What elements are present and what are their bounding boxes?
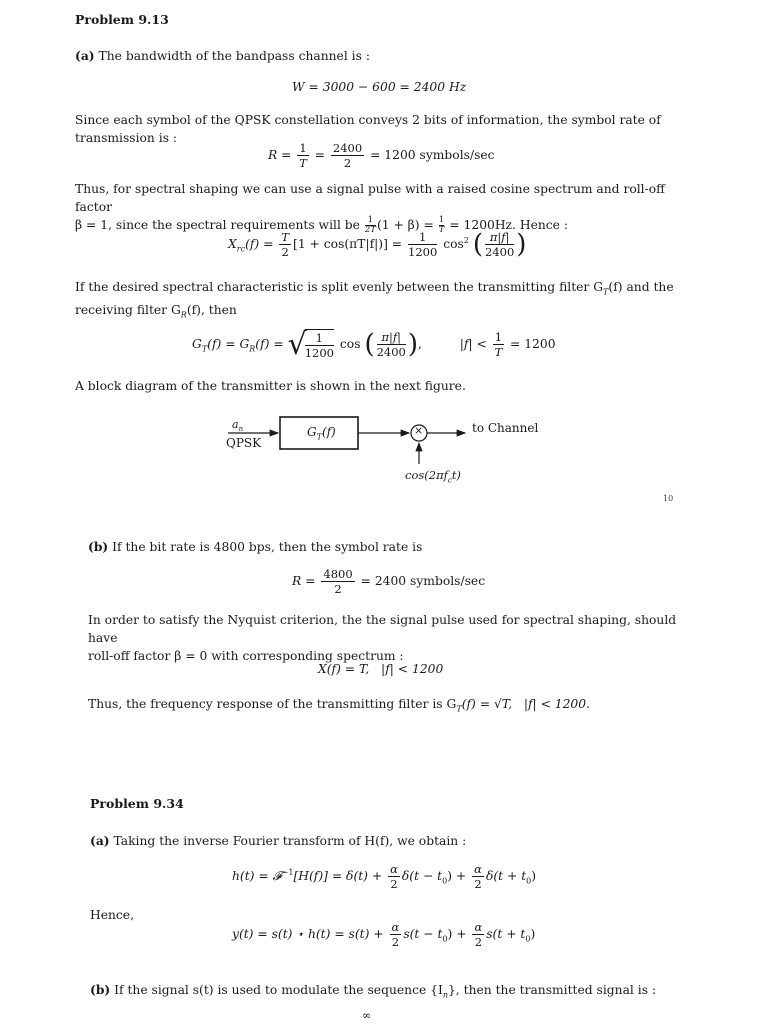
paragraph-line: roll-off factor β = 0 with corresponding spectrum : <box>88 649 404 663</box>
fraction-numerator: α <box>474 862 482 876</box>
fraction <box>321 567 354 596</box>
equation-raised-cosine: $X_{rc}(f)$ = $\frac{T}{2}$ [1 + cos(πT|f|)] = $\frac{1}{1200}$ $\cos^2$ ( $\frac{\pi|f|}{2400}$ ) <box>228 229 527 260</box>
text-subscript: T <box>603 287 609 297</box>
fraction-numerator: T <box>281 230 290 244</box>
equation-symbol-rate <box>268 141 495 170</box>
fraction <box>472 862 484 891</box>
text-segment: receiving filter G <box>75 303 181 318</box>
eq-text: δ(t − t <box>401 869 443 883</box>
eq-subscript: 0 <box>525 934 531 944</box>
eq-subscript: R <box>249 344 256 354</box>
part-label: (a) <box>75 48 95 63</box>
sqrt-sign-icon: √ <box>287 327 307 362</box>
eq-subscript: 0 <box>442 934 448 944</box>
fraction-denominator: T <box>299 156 307 170</box>
paragraph-line: Thus, for spectral shaping we can use a signal pulse with a raised cosine spectrum and roll-off factor <box>75 182 665 214</box>
fraction <box>485 230 514 259</box>
equation-impulse-response <box>232 862 536 891</box>
fraction <box>390 920 402 949</box>
text-subscript: T <box>456 704 462 714</box>
fraction <box>408 230 437 259</box>
input-label: QPSK <box>226 436 262 450</box>
fraction-numerator: 2400 <box>332 141 363 155</box>
text-segment: (1 + β) = <box>376 218 434 232</box>
hence-label: Hence, <box>90 908 134 922</box>
eq-subscript: T <box>201 344 208 354</box>
fraction-denominator: 2400 <box>376 345 406 359</box>
inline-fraction: $\frac{1}{T}$ <box>438 215 445 235</box>
eq-text: cos <box>339 337 361 351</box>
diagram-svg <box>220 408 560 488</box>
fraction-denominator: 1200 <box>408 245 438 259</box>
fraction-denominator: 2 <box>474 935 483 949</box>
eq-superscript: 2 <box>463 235 469 245</box>
paragraph-text: The bandwidth of the bandpass channel is : <box>98 49 370 63</box>
input-symbol: $a_n$ <box>232 418 244 434</box>
paragraph-text: Taking the inverse Fourier transform of H(f), we obtain : <box>113 834 467 848</box>
part-label: (a) <box>90 833 110 848</box>
fraction <box>388 862 400 891</box>
fraction <box>305 329 334 360</box>
equation-text: X(f) = T, |f| < 1200 <box>318 662 444 676</box>
paragraph-line <box>75 301 695 324</box>
eq-text: [1 + cos(πT|f|)] = <box>293 237 403 251</box>
eq-superscript: −1 <box>281 867 294 877</box>
filter-label: $G_T(f)$ <box>307 425 336 442</box>
fraction <box>297 141 308 170</box>
paragraph-symbol-rate: Since each symbol of the QPSK constellation conveys 2 bits of information, the symbol rate of transmission is : <box>75 113 661 145</box>
fraction-numerator: α <box>391 920 400 934</box>
paragraph-line <box>75 278 695 301</box>
eq-text: ) <box>530 927 536 941</box>
text-segment: (f), then <box>186 303 237 318</box>
paragraph-text: If the bit rate is 4800 bps, then the symbol rate is <box>112 540 423 554</box>
fraction-numerator: α <box>390 862 398 876</box>
part-label: (b) <box>88 539 109 554</box>
eq-text: ) + <box>447 927 467 941</box>
text-segment: }, then the transmitted signal is : <box>447 983 657 997</box>
text-subscript: n <box>442 990 448 1000</box>
output-label: to Channel <box>472 421 539 435</box>
equation-text: W = 3000 − 600 = 2400 Hz <box>292 80 467 94</box>
fraction <box>377 330 406 359</box>
part-label: (b) <box>90 982 111 997</box>
problem-title: Problem 9.13 <box>75 12 169 27</box>
text-segment: (f) and the <box>608 280 674 294</box>
eq-text: ) <box>531 869 537 883</box>
fraction-numerator: 4800 <box>323 567 353 581</box>
eq-text: = 1200 <box>510 337 556 351</box>
text-segment: If the signal s(t) is used to modulate the sequence {I <box>114 983 443 997</box>
fraction-denominator: 2 <box>343 156 352 170</box>
equation-output-signal <box>232 920 535 949</box>
fraction-numerator: 1 <box>408 230 437 245</box>
fraction <box>493 330 504 359</box>
eq-text: (f) = <box>245 237 274 251</box>
eq-text: (f) = <box>255 337 284 351</box>
fraction-denominator: 2 <box>391 935 400 949</box>
problem-title: Problem 9.34 <box>90 796 184 811</box>
mixer-icon: × <box>414 424 424 437</box>
eq-text: cos <box>443 237 464 251</box>
paragraph-nyquist <box>88 611 693 665</box>
fraction-denominator: 2 <box>390 877 398 891</box>
text-segment: If the desired spectral characteristic is split evenly between the transmitting filter G <box>75 280 604 294</box>
eq-text: ) + <box>447 869 467 883</box>
equation-filter-split: $G_T(f) = G_R(f)$ = √ $\frac{1}{1200}$ cos ( $\frac{\pi|f|}{2400}$ ), |f| < $\frac{1}{T}$ = 1200 <box>192 327 556 362</box>
paragraph-line: In order to satisfy the Nyquist criterion, the the signal pulse used for spectral shaping, should have <box>88 613 677 645</box>
text-subscript: R <box>180 310 187 320</box>
fraction <box>331 141 364 170</box>
eq-rhs: = 2400 symbols/sec <box>360 574 486 588</box>
inline-fraction: $\frac{1}{2T}$ <box>364 215 376 235</box>
page-number: 10 <box>663 494 674 503</box>
eq-subscript: rc <box>236 244 246 254</box>
part-a-intro <box>75 47 695 65</box>
fraction <box>472 920 484 949</box>
part-b-intro <box>90 981 690 1004</box>
equation-spectrum <box>318 662 443 676</box>
eq-text: s(t + t <box>486 927 526 941</box>
eq-text: δ(t + t <box>485 869 527 883</box>
fraction-numerator: π|f| <box>485 230 514 245</box>
fraction-denominator: 2 <box>281 245 289 259</box>
text-segment: β = 1, since the spectral requirements will be <box>75 218 360 232</box>
paragraph-transmitting-filter <box>88 695 693 718</box>
eq-text: G <box>192 337 202 351</box>
fraction-denominator: 2400 <box>485 245 515 259</box>
fraction-denominator: 2 <box>334 582 342 596</box>
fraction-numerator: α <box>474 920 483 934</box>
fraction-numerator: 1 <box>305 331 334 346</box>
equation-symbol-rate-b <box>292 567 485 596</box>
eq-text: |f| < <box>459 337 487 351</box>
paragraph-spectral-shaping <box>75 180 695 235</box>
part-a-intro <box>90 832 690 850</box>
fraction-denominator: 1200 <box>304 346 334 360</box>
eq-lhs: R = <box>268 148 292 162</box>
eq-subscript: 0 <box>442 876 448 886</box>
eq-text: y(t) = s(t) ⋆ h(t) = s(t) + <box>232 927 384 941</box>
transmitter-block-diagram <box>220 408 560 488</box>
fraction-numerator: 1 <box>494 330 503 344</box>
eq-lhs: R = <box>292 574 316 588</box>
equation-partial: ∞ <box>362 1009 372 1022</box>
fraction-denominator: T <box>494 345 503 359</box>
paragraph-split-filters <box>75 278 695 325</box>
eq-rhs: = 1200 symbols/sec <box>370 148 495 162</box>
fraction <box>279 230 291 259</box>
fraction-numerator: π|f| <box>377 330 406 345</box>
fraction-numerator: 1 <box>299 141 307 155</box>
eq-text: s(t − t <box>403 927 443 941</box>
text-segment: (f) = √T, |f| < 1200. <box>461 697 590 711</box>
part-b-intro <box>88 538 688 556</box>
eq-lhs: X <box>228 237 237 251</box>
carrier-label: $\cos(2\pi f_ct)$ <box>405 468 461 485</box>
paragraph-block-diagram-intro: A block diagram of the transmitter is shown in the next figure. <box>75 379 466 393</box>
eq-text: (f) = G <box>207 337 250 351</box>
eq-subscript: 0 <box>526 876 532 886</box>
text-segment: = 1200Hz. Hence : <box>449 218 568 232</box>
fraction-denominator: 2 <box>474 877 482 891</box>
eq-sign: = <box>314 148 325 162</box>
text-segment: Thus, the frequency response of the transmitting filter is G <box>88 697 457 711</box>
eq-text: [H(f)] = δ(t) + <box>293 869 383 883</box>
eq-text: h(t) = 𝓕 <box>232 869 282 883</box>
equation-bandwidth <box>292 80 466 94</box>
